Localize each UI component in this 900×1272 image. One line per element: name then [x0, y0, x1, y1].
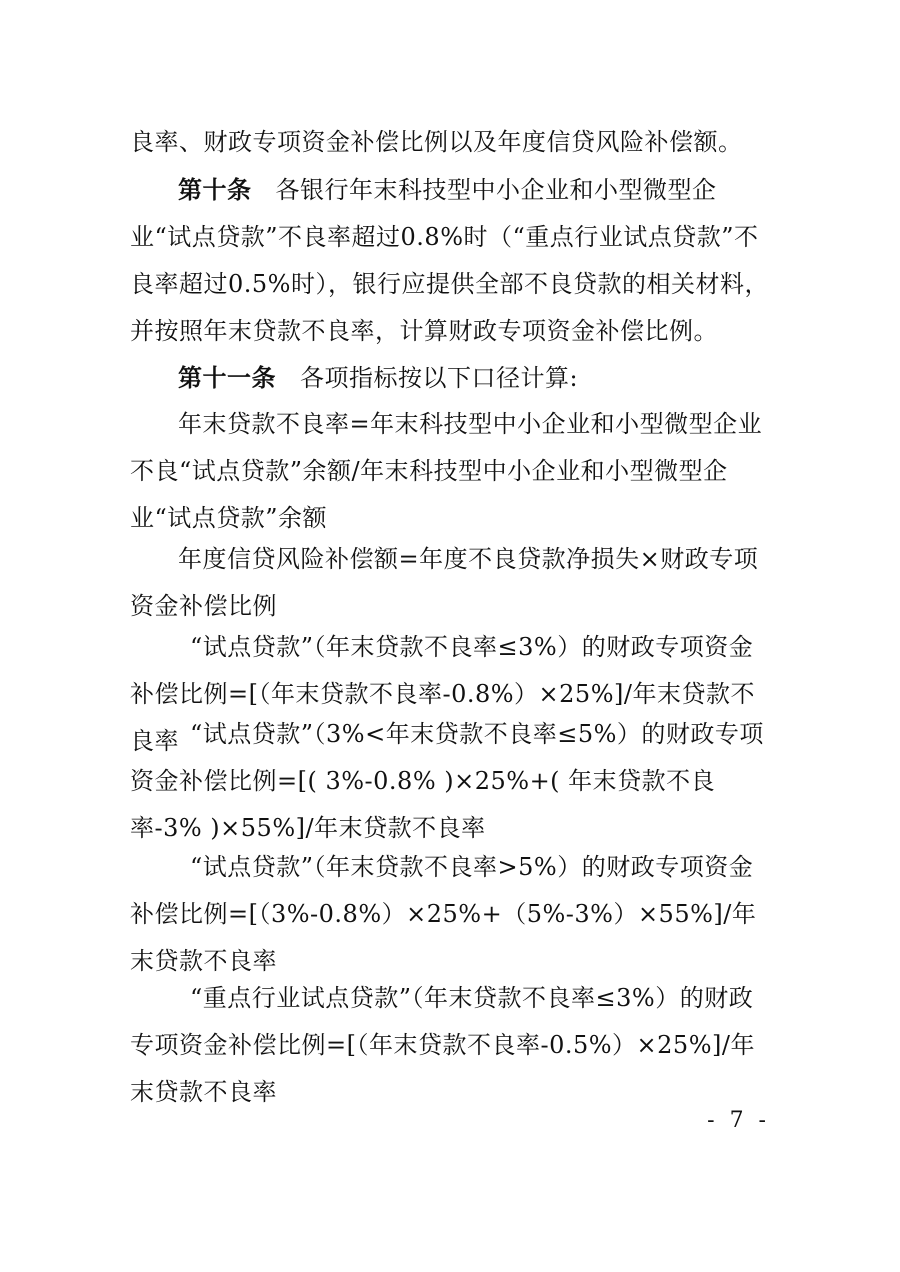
paragraph-text: 年末贷款不良率=年末科技型中小企业和小型微型企业不良“试点贷款”余额/年末科技型中小企业和小型微型企业“试点贷款”余额 — [130, 410, 763, 532]
formula-nonperforming-rate — [130, 401, 770, 542]
paragraph-text: 各银行年末科技型中小企业和小型微型企业“试点贷款”不良率超过0.8%时（“重点行业试点贷款”不良率超过0.5%时），银行应提供全部不良贷款的相关材料，并按照年末贷款不良率，计算财政专项资金补偿比例。 — [130, 176, 769, 345]
formula-pilot-loan-3to5 — [130, 711, 770, 852]
article-label: 第十一条 — [178, 363, 276, 392]
formula-pilot-loan-gt5 — [130, 844, 770, 985]
page-number: - 7 - — [707, 1108, 770, 1133]
paragraph-text: “试点贷款”（年末贷款不良率≤3%）的财政专项资金补偿比例=[（年末贷款不良率-0.8%）×25%]/年末贷款不良率 — [130, 633, 755, 755]
paragraph-text: “试点贷款”（年末贷款不良率>5%）的财政专项资金补偿比例=[（3%-0.8%）×25%+（5%-3%）×55%]/年末贷款不良率 — [130, 853, 757, 975]
article-11 — [130, 354, 770, 402]
formula-risk-compensation — [130, 536, 770, 630]
paragraph-text: “试点贷款”（3%<年末贷款不良率≤5%）的财政专项资金补偿比例=[( 3%-0.8% )×25%+( 年末贷款不良率-3% )×55%]/年末贷款不良率 — [130, 720, 764, 842]
paragraph-continuation — [130, 119, 770, 166]
paragraph-text: 良率、财政专项资金补偿比例以及年度信贷风险补偿额。 — [130, 128, 743, 156]
paragraph-text: 年度信贷风险补偿额=年度不良贷款净损失×财政专项资金补偿比例 — [130, 545, 759, 620]
paragraph-text: 各项指标按以下口径计算: — [300, 364, 579, 392]
article-10 — [130, 166, 770, 355]
paragraph-text: “重点行业试点贷款”（年末贷款不良率≤3%）的财政专项资金补偿比例=[（年末贷款不良率-0.5%）×25%]/年末贷款不良率 — [130, 984, 755, 1106]
formula-key-industry-le3 — [130, 975, 770, 1116]
article-label: 第十条 — [178, 175, 252, 204]
